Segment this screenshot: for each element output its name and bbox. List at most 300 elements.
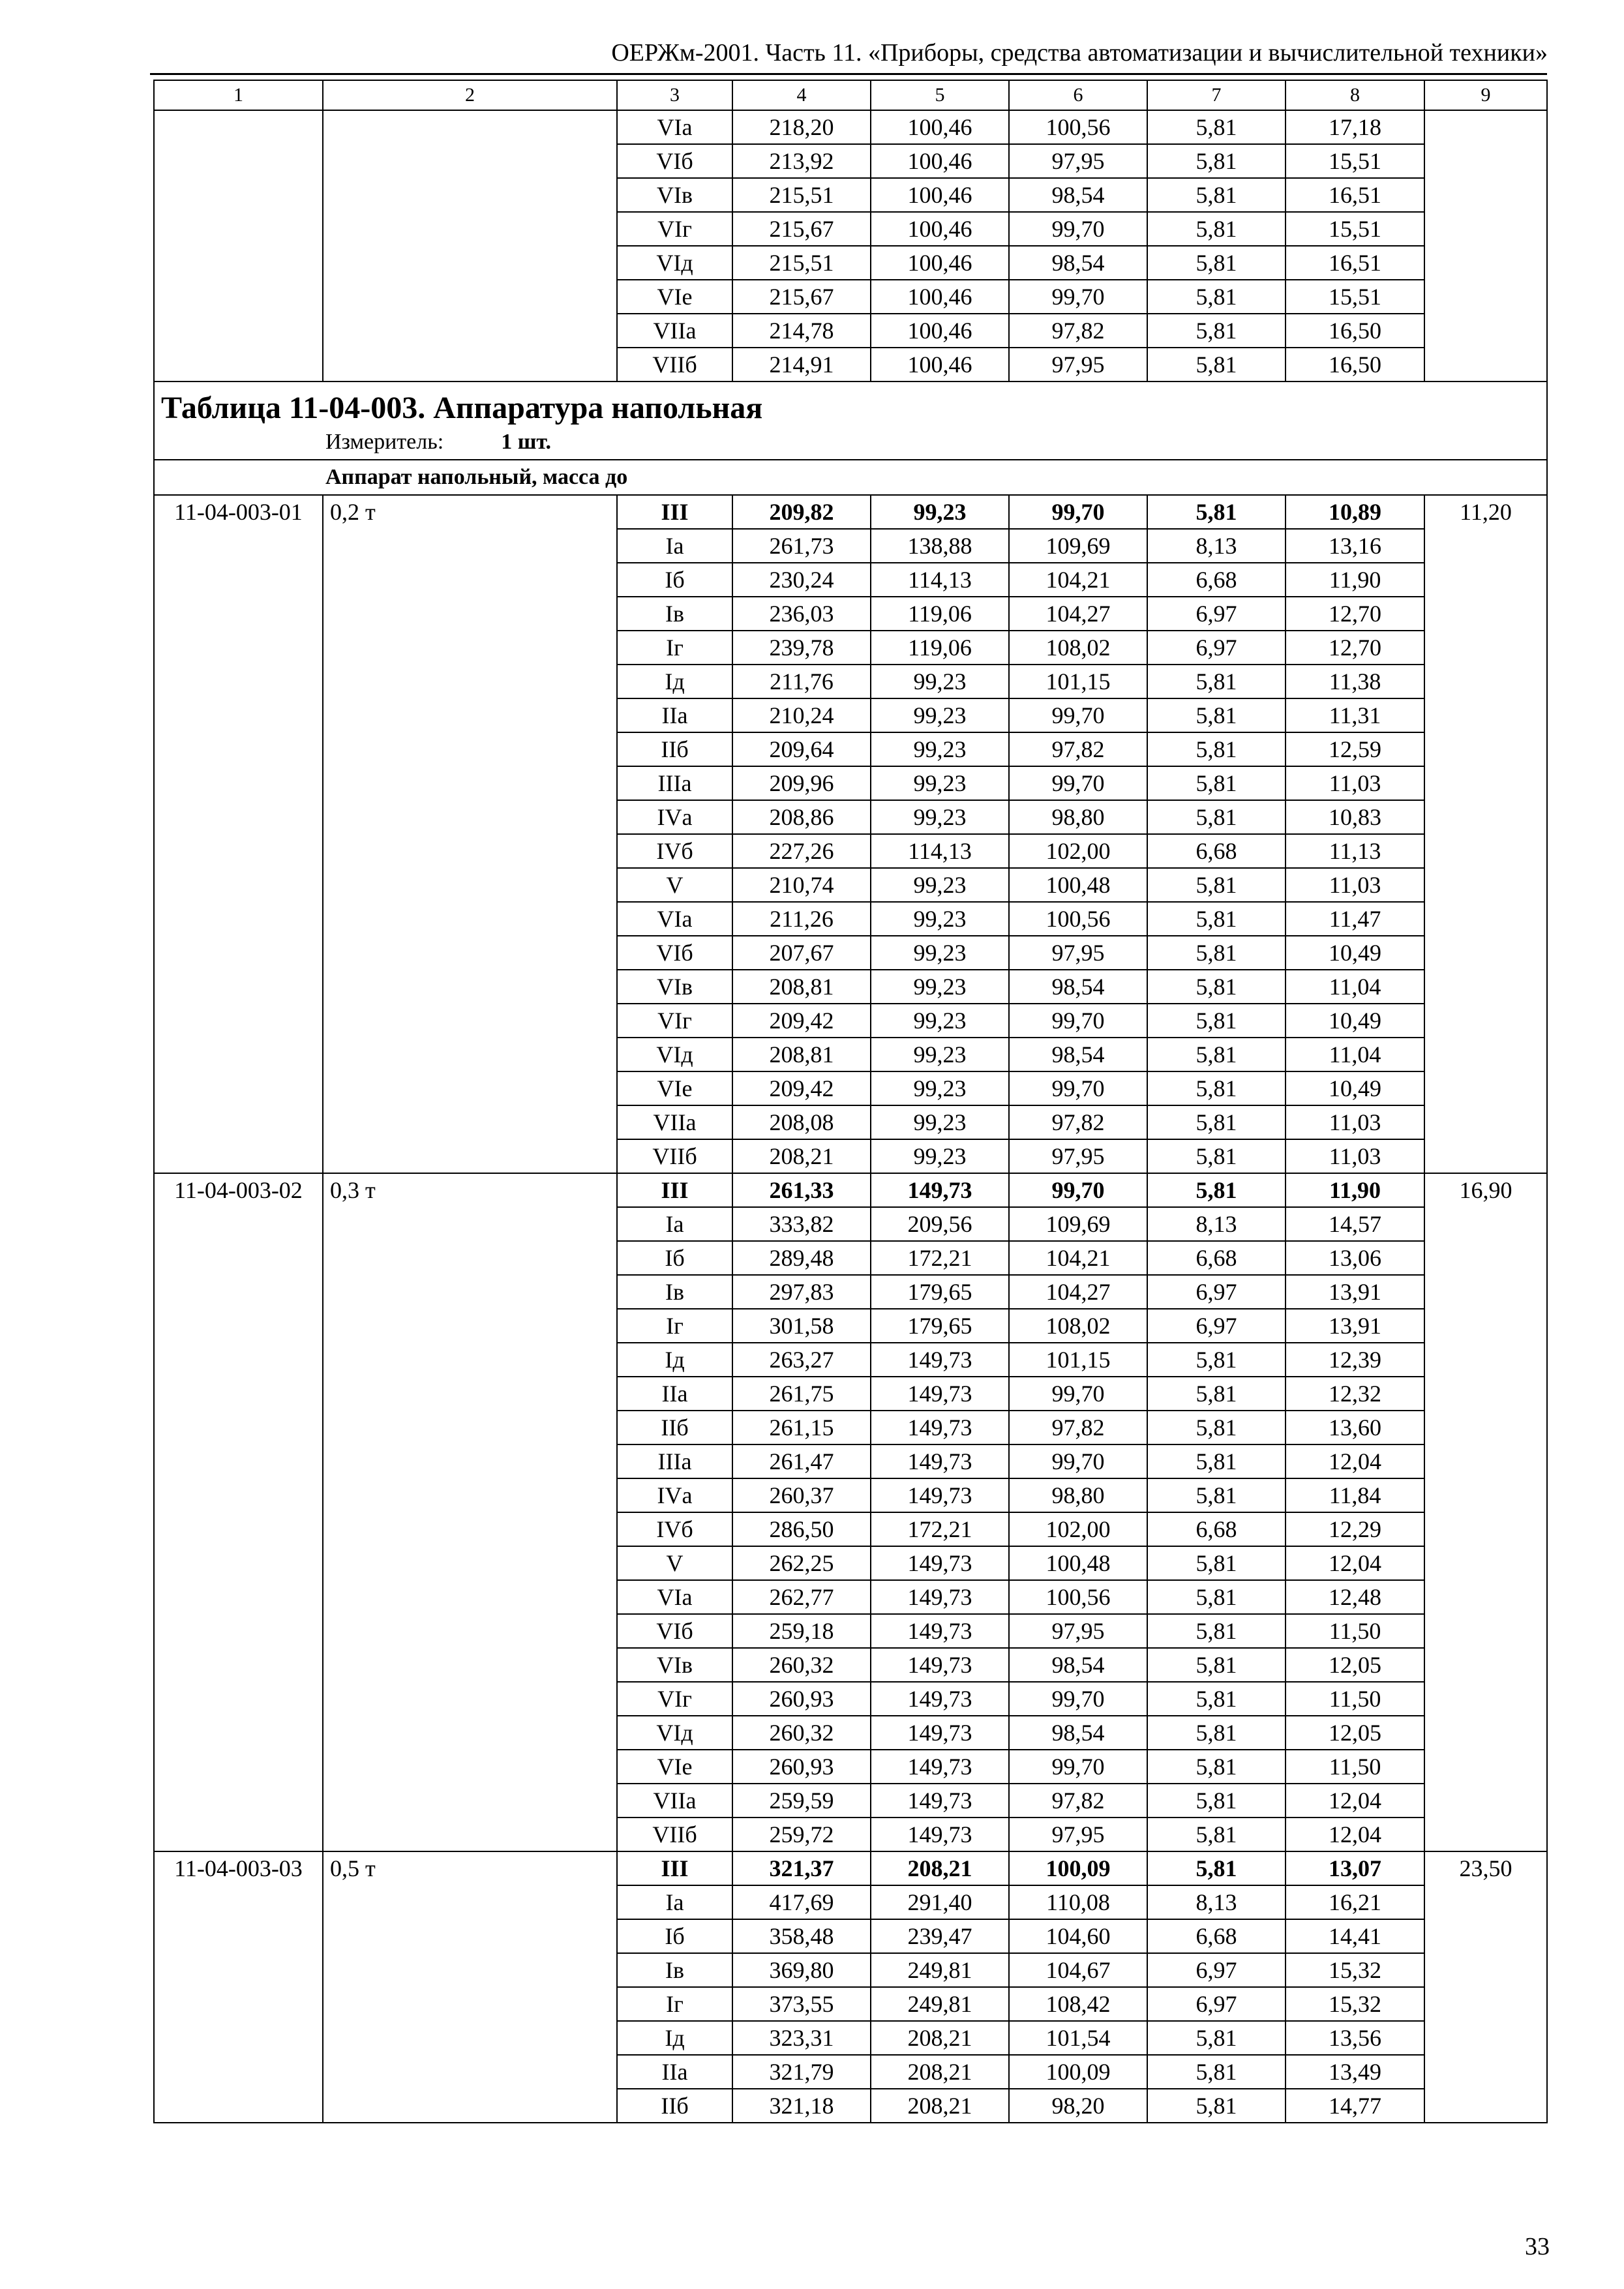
material-cost-cell: 12,04	[1286, 1546, 1424, 1580]
material-cost-cell: 12,05	[1286, 1648, 1424, 1682]
region-code-cell: VIд	[617, 1038, 732, 1071]
table-body	[154, 80, 1547, 2123]
total-cost-cell: 262,77	[732, 1580, 871, 1614]
machine-cost-cell: 97,82	[1009, 1411, 1147, 1444]
material-cost-cell: 15,51	[1286, 212, 1424, 246]
material-cost-cell: 16,21	[1286, 1885, 1424, 1919]
wages-cell: 149,73	[871, 1343, 1009, 1377]
material-cost-cell: 10,49	[1286, 1071, 1424, 1105]
machine-cost-cell: 99,70	[1009, 698, 1147, 732]
region-code-cell: IIIа	[617, 1444, 732, 1478]
region-code-cell: VIг	[617, 1682, 732, 1716]
machine-cost-cell: 98,54	[1009, 970, 1147, 1004]
machine-cost-cell: 100,56	[1009, 1580, 1147, 1614]
total-cost-cell: 208,21	[732, 1139, 871, 1173]
material-cost-cell: 16,50	[1286, 348, 1424, 382]
total-cost-cell: 208,81	[732, 1038, 871, 1071]
wages-cell: 249,81	[871, 1953, 1009, 1987]
wages-cell: 149,73	[871, 1377, 1009, 1411]
material-cost-cell: 15,51	[1286, 144, 1424, 178]
machine-cost-cell: 99,70	[1009, 1004, 1147, 1038]
machine-cost-cell: 104,67	[1009, 1953, 1147, 1987]
material-cost-cell: 10,49	[1286, 1004, 1424, 1038]
machinist-wages-cell: 5,81	[1147, 1716, 1286, 1750]
region-code-cell: V	[617, 868, 732, 902]
machinist-wages-cell: 6,97	[1147, 1275, 1286, 1309]
material-cost-cell: 13,49	[1286, 2055, 1424, 2089]
wages-cell: 119,06	[871, 631, 1009, 665]
wages-cell: 149,73	[871, 1580, 1009, 1614]
wages-cell: 138,88	[871, 529, 1009, 563]
machine-cost-cell: 101,54	[1009, 2021, 1147, 2055]
machine-cost-cell: 98,80	[1009, 800, 1147, 834]
wages-cell: 100,46	[871, 348, 1009, 382]
wages-cell: 99,23	[871, 868, 1009, 902]
wages-cell: 208,21	[871, 1851, 1009, 1885]
wages-cell: 209,56	[871, 1207, 1009, 1241]
region-code-cell: Iа	[617, 1885, 732, 1919]
wages-cell: 249,81	[871, 1987, 1009, 2021]
machine-cost-cell: 109,69	[1009, 529, 1147, 563]
wages-cell: 149,73	[871, 1173, 1009, 1207]
region-code-cell: VIд	[617, 246, 732, 280]
column-number: 6	[1009, 80, 1147, 110]
machinist-wages-cell: 5,81	[1147, 868, 1286, 902]
region-code-cell: IIб	[617, 732, 732, 766]
total-cost-cell: 373,55	[732, 1987, 871, 2021]
material-cost-cell: 13,56	[1286, 2021, 1424, 2055]
material-cost-cell: 12,48	[1286, 1580, 1424, 1614]
wages-cell: 149,73	[871, 1478, 1009, 1512]
machinist-wages-cell: 5,81	[1147, 2055, 1286, 2089]
total-cost-cell: 215,51	[732, 246, 871, 280]
price-cell: 23,50	[1424, 1851, 1547, 2123]
wages-cell: 149,73	[871, 1682, 1009, 1716]
machinist-wages-cell: 5,81	[1147, 732, 1286, 766]
column-number: 5	[871, 80, 1009, 110]
region-code-cell: VIг	[617, 1004, 732, 1038]
wages-cell: 99,23	[871, 1105, 1009, 1139]
material-cost-cell: 12,70	[1286, 597, 1424, 631]
column-number: 9	[1424, 80, 1547, 110]
material-cost-cell: 12,39	[1286, 1343, 1424, 1377]
wages-cell: 172,21	[871, 1241, 1009, 1275]
total-cost-cell: 260,93	[732, 1750, 871, 1784]
total-cost-cell: 214,78	[732, 314, 871, 348]
wages-cell: 100,46	[871, 280, 1009, 314]
machine-cost-cell: 108,02	[1009, 1309, 1147, 1343]
machinist-wages-cell: 6,97	[1147, 1987, 1286, 2021]
machinist-wages-cell: 5,81	[1147, 1818, 1286, 1851]
region-code-cell: IVа	[617, 800, 732, 834]
wages-cell: 99,23	[871, 766, 1009, 800]
material-cost-cell: 12,04	[1286, 1784, 1424, 1818]
table-title: Таблица 11-04-003. Аппаратура напольная	[161, 391, 763, 425]
total-cost-cell: 214,91	[732, 348, 871, 382]
machine-cost-cell: 104,60	[1009, 1919, 1147, 1953]
machinist-wages-cell: 6,68	[1147, 1241, 1286, 1275]
table-title-row	[154, 382, 1547, 460]
machinist-wages-cell: 5,81	[1147, 1004, 1286, 1038]
machine-cost-cell: 98,54	[1009, 1648, 1147, 1682]
material-cost-cell: 15,32	[1286, 1987, 1424, 2021]
total-cost-cell: 260,32	[732, 1716, 871, 1750]
machine-cost-cell: 99,70	[1009, 766, 1147, 800]
material-cost-cell: 14,77	[1286, 2089, 1424, 2123]
wages-cell: 99,23	[871, 800, 1009, 834]
machinist-wages-cell: 5,81	[1147, 1784, 1286, 1818]
machine-cost-cell: 99,70	[1009, 1750, 1147, 1784]
region-code-cell: III	[617, 495, 732, 529]
machinist-wages-cell: 5,81	[1147, 766, 1286, 800]
total-cost-cell: 323,31	[732, 2021, 871, 2055]
wages-cell: 208,21	[871, 2089, 1009, 2123]
region-code-cell: VIг	[617, 212, 732, 246]
wages-cell: 149,73	[871, 1444, 1009, 1478]
wages-cell: 114,13	[871, 563, 1009, 597]
machine-cost-cell: 100,56	[1009, 902, 1147, 936]
total-cost-cell: 215,67	[732, 212, 871, 246]
material-cost-cell: 10,89	[1286, 495, 1424, 529]
wages-cell: 99,23	[871, 495, 1009, 529]
region-code-cell: IVб	[617, 834, 732, 868]
machinist-wages-cell: 5,81	[1147, 1411, 1286, 1444]
machine-cost-cell: 104,21	[1009, 1241, 1147, 1275]
running-header: ОЕРЖм-2001. Часть 11. «Приборы, средства автоматизации и вычислительной техники»	[611, 39, 1548, 67]
machine-cost-cell: 97,82	[1009, 1784, 1147, 1818]
material-cost-cell: 11,03	[1286, 766, 1424, 800]
machine-cost-cell: 97,82	[1009, 732, 1147, 766]
region-code-cell: IVа	[617, 1478, 732, 1512]
machinist-wages-cell: 5,81	[1147, 970, 1286, 1004]
machine-cost-cell: 99,70	[1009, 495, 1147, 529]
region-code-cell: Iг	[617, 1987, 732, 2021]
wages-cell: 99,23	[871, 1038, 1009, 1071]
material-cost-cell: 12,05	[1286, 1716, 1424, 1750]
machine-cost-cell: 97,95	[1009, 936, 1147, 970]
machine-cost-cell: 98,80	[1009, 1478, 1147, 1512]
total-cost-cell: 261,73	[732, 529, 871, 563]
region-code-cell: Iг	[617, 631, 732, 665]
machinist-wages-cell: 5,81	[1147, 698, 1286, 732]
machine-cost-cell: 108,42	[1009, 1987, 1147, 2021]
total-cost-cell: 209,82	[732, 495, 871, 529]
material-cost-cell: 14,57	[1286, 1207, 1424, 1241]
material-cost-cell: 11,84	[1286, 1478, 1424, 1512]
region-code-cell: Iб	[617, 1919, 732, 1953]
wages-cell: 100,46	[871, 110, 1009, 144]
total-cost-cell: 417,69	[732, 1885, 871, 1919]
material-cost-cell: 11,03	[1286, 1105, 1424, 1139]
wages-cell: 100,46	[871, 246, 1009, 280]
machinist-wages-cell: 5,81	[1147, 178, 1286, 212]
region-code-cell: IIб	[617, 1411, 732, 1444]
total-cost-cell: 260,93	[732, 1682, 871, 1716]
total-cost-cell: 208,86	[732, 800, 871, 834]
machinist-wages-cell: 5,81	[1147, 1038, 1286, 1071]
region-code-cell: III	[617, 1173, 732, 1207]
column-number-row	[154, 80, 1547, 110]
machine-cost-cell: 97,95	[1009, 144, 1147, 178]
region-code-cell: VIIа	[617, 1105, 732, 1139]
machine-cost-cell: 102,00	[1009, 1512, 1147, 1546]
name-cell: 0,5 т	[323, 1851, 617, 2123]
machinist-wages-cell: 6,68	[1147, 563, 1286, 597]
column-number: 1	[154, 80, 323, 110]
machinist-wages-cell: 5,81	[1147, 936, 1286, 970]
measure-label: Измеритель:	[325, 430, 444, 454]
subheading-row	[154, 460, 1547, 495]
machine-cost-cell: 97,95	[1009, 1818, 1147, 1851]
region-code-cell: IIа	[617, 1377, 732, 1411]
machinist-wages-cell: 5,81	[1147, 1071, 1286, 1105]
column-number: 8	[1286, 80, 1424, 110]
material-cost-cell: 13,60	[1286, 1411, 1424, 1444]
wages-cell: 149,73	[871, 1411, 1009, 1444]
wages-cell: 99,23	[871, 1139, 1009, 1173]
total-cost-cell: 261,33	[732, 1173, 871, 1207]
region-code-cell: VIе	[617, 280, 732, 314]
table-title-cell	[154, 382, 1547, 460]
wages-cell: 149,73	[871, 1750, 1009, 1784]
machinist-wages-cell: 5,81	[1147, 1139, 1286, 1173]
region-code-cell: Iг	[617, 1309, 732, 1343]
wages-cell: 99,23	[871, 936, 1009, 970]
machinist-wages-cell: 5,81	[1147, 110, 1286, 144]
machine-cost-cell: 101,15	[1009, 665, 1147, 698]
total-cost-cell: 209,42	[732, 1071, 871, 1105]
price-cell	[1424, 110, 1547, 382]
wages-cell: 99,23	[871, 902, 1009, 936]
region-code-cell: VIIб	[617, 1139, 732, 1173]
total-cost-cell: 208,81	[732, 970, 871, 1004]
region-code-cell: VIв	[617, 178, 732, 212]
subheading: Аппарат напольный, масса до	[154, 460, 1547, 495]
material-cost-cell: 11,90	[1286, 563, 1424, 597]
wages-cell: 149,73	[871, 1784, 1009, 1818]
machinist-wages-cell: 5,81	[1147, 2021, 1286, 2055]
material-cost-cell: 12,29	[1286, 1512, 1424, 1546]
total-cost-cell: 262,25	[732, 1546, 871, 1580]
total-cost-cell: 321,18	[732, 2089, 871, 2123]
code-cell	[154, 110, 323, 382]
total-cost-cell: 230,24	[732, 563, 871, 597]
wages-cell: 114,13	[871, 834, 1009, 868]
wages-cell: 99,23	[871, 665, 1009, 698]
wages-cell: 100,46	[871, 212, 1009, 246]
wages-cell: 99,23	[871, 698, 1009, 732]
material-cost-cell: 12,04	[1286, 1818, 1424, 1851]
material-cost-cell: 12,70	[1286, 631, 1424, 665]
region-code-cell: Iв	[617, 1953, 732, 1987]
total-cost-cell: 333,82	[732, 1207, 871, 1241]
region-code-cell: Iб	[617, 1241, 732, 1275]
total-cost-cell: 259,72	[732, 1818, 871, 1851]
total-cost-cell: 260,32	[732, 1648, 871, 1682]
total-cost-cell: 289,48	[732, 1241, 871, 1275]
machine-cost-cell: 104,21	[1009, 563, 1147, 597]
machine-cost-cell: 99,70	[1009, 1444, 1147, 1478]
machine-cost-cell: 100,09	[1009, 2055, 1147, 2089]
price-cell: 16,90	[1424, 1173, 1547, 1851]
region-code-cell: VIб	[617, 1614, 732, 1648]
region-code-cell: VIв	[617, 970, 732, 1004]
code-cell: 11-04-003-03	[154, 1851, 323, 2123]
material-cost-cell: 10,83	[1286, 800, 1424, 834]
material-cost-cell: 10,49	[1286, 936, 1424, 970]
region-code-cell: IIа	[617, 2055, 732, 2089]
measure-value: 1 шт.	[501, 430, 552, 454]
machinist-wages-cell: 5,81	[1147, 212, 1286, 246]
name-cell	[323, 110, 617, 382]
material-cost-cell: 16,50	[1286, 314, 1424, 348]
machinist-wages-cell: 5,81	[1147, 800, 1286, 834]
total-cost-cell: 208,08	[732, 1105, 871, 1139]
machine-cost-cell: 98,54	[1009, 246, 1147, 280]
machinist-wages-cell: 5,81	[1147, 314, 1286, 348]
total-cost-cell: 358,48	[732, 1919, 871, 1953]
machinist-wages-cell: 6,68	[1147, 834, 1286, 868]
material-cost-cell: 11,90	[1286, 1173, 1424, 1207]
region-code-cell: VIIа	[617, 314, 732, 348]
total-cost-cell: 260,37	[732, 1478, 871, 1512]
region-code-cell: VIа	[617, 1580, 732, 1614]
material-cost-cell: 11,04	[1286, 970, 1424, 1004]
machinist-wages-cell: 5,81	[1147, 2089, 1286, 2123]
material-cost-cell: 13,91	[1286, 1275, 1424, 1309]
machine-cost-cell: 98,20	[1009, 2089, 1147, 2123]
machine-cost-cell: 98,54	[1009, 1038, 1147, 1071]
material-cost-cell: 11,50	[1286, 1682, 1424, 1716]
machine-cost-cell: 100,56	[1009, 110, 1147, 144]
machine-cost-cell: 99,70	[1009, 1173, 1147, 1207]
machinist-wages-cell: 5,81	[1147, 1377, 1286, 1411]
total-cost-cell: 261,75	[732, 1377, 871, 1411]
region-code-cell: Iа	[617, 1207, 732, 1241]
total-cost-cell: 261,15	[732, 1411, 871, 1444]
machine-cost-cell: 108,02	[1009, 631, 1147, 665]
machinist-wages-cell: 5,81	[1147, 246, 1286, 280]
region-code-cell: V	[617, 1546, 732, 1580]
region-code-cell: III	[617, 1851, 732, 1885]
region-code-cell: Iб	[617, 563, 732, 597]
total-cost-cell: 369,80	[732, 1953, 871, 1987]
machinist-wages-cell: 5,81	[1147, 1105, 1286, 1139]
region-code-cell: Iд	[617, 2021, 732, 2055]
material-cost-cell: 12,04	[1286, 1444, 1424, 1478]
wages-cell: 208,21	[871, 2021, 1009, 2055]
material-cost-cell: 11,13	[1286, 834, 1424, 868]
machinist-wages-cell: 5,81	[1147, 1343, 1286, 1377]
material-cost-cell: 15,51	[1286, 280, 1424, 314]
total-cost-cell: 297,83	[732, 1275, 871, 1309]
total-cost-cell: 261,47	[732, 1444, 871, 1478]
material-cost-cell: 17,18	[1286, 110, 1424, 144]
material-cost-cell: 11,03	[1286, 1139, 1424, 1173]
machine-cost-cell: 97,82	[1009, 314, 1147, 348]
material-cost-cell: 13,06	[1286, 1241, 1424, 1275]
total-cost-cell: 210,24	[732, 698, 871, 732]
machinist-wages-cell: 5,81	[1147, 1478, 1286, 1512]
machine-cost-cell: 99,70	[1009, 280, 1147, 314]
machine-cost-cell: 99,70	[1009, 1071, 1147, 1105]
machinist-wages-cell: 8,13	[1147, 1885, 1286, 1919]
material-cost-cell: 13,07	[1286, 1851, 1424, 1885]
region-code-cell: VIIа	[617, 1784, 732, 1818]
machine-cost-cell: 104,27	[1009, 597, 1147, 631]
wages-cell: 239,47	[871, 1919, 1009, 1953]
machinist-wages-cell: 5,81	[1147, 280, 1286, 314]
wages-cell: 149,73	[871, 1818, 1009, 1851]
price-cell: 11,20	[1424, 495, 1547, 1173]
machine-cost-cell: 100,48	[1009, 1546, 1147, 1580]
wages-cell: 149,73	[871, 1648, 1009, 1682]
region-code-cell: Iв	[617, 1275, 732, 1309]
total-cost-cell: 209,96	[732, 766, 871, 800]
wages-cell: 149,73	[871, 1614, 1009, 1648]
wages-cell: 208,21	[871, 2055, 1009, 2089]
machinist-wages-cell: 8,13	[1147, 529, 1286, 563]
wages-cell: 179,65	[871, 1309, 1009, 1343]
machine-cost-cell: 98,54	[1009, 1716, 1147, 1750]
total-cost-cell: 209,64	[732, 732, 871, 766]
measure-line	[155, 428, 1546, 456]
region-code-cell: VIIб	[617, 348, 732, 382]
machinist-wages-cell: 5,81	[1147, 902, 1286, 936]
total-cost-cell: 286,50	[732, 1512, 871, 1546]
machine-cost-cell: 97,95	[1009, 1139, 1147, 1173]
machinist-wages-cell: 5,81	[1147, 144, 1286, 178]
material-cost-cell: 16,51	[1286, 246, 1424, 280]
machinist-wages-cell: 5,81	[1147, 1546, 1286, 1580]
machinist-wages-cell: 6,97	[1147, 631, 1286, 665]
wages-cell: 100,46	[871, 314, 1009, 348]
column-number: 3	[617, 80, 732, 110]
total-cost-cell: 236,03	[732, 597, 871, 631]
machine-cost-cell: 109,69	[1009, 1207, 1147, 1241]
machinist-wages-cell: 5,81	[1147, 1173, 1286, 1207]
machine-cost-cell: 99,70	[1009, 212, 1147, 246]
region-code-cell: IIб	[617, 2089, 732, 2123]
wages-cell: 99,23	[871, 970, 1009, 1004]
material-cost-cell: 11,04	[1286, 1038, 1424, 1071]
region-code-cell: VIб	[617, 144, 732, 178]
code-cell: 11-04-003-01	[154, 495, 323, 1173]
region-code-cell: Iд	[617, 1343, 732, 1377]
total-cost-cell: 321,37	[732, 1851, 871, 1885]
machinist-wages-cell: 5,81	[1147, 1682, 1286, 1716]
machinist-wages-cell: 6,97	[1147, 597, 1286, 631]
header-rule	[150, 73, 1547, 75]
total-cost-cell: 259,18	[732, 1614, 871, 1648]
wages-cell: 291,40	[871, 1885, 1009, 1919]
total-cost-cell: 239,78	[732, 631, 871, 665]
total-cost-cell: 210,74	[732, 868, 871, 902]
region-code-cell: Iа	[617, 529, 732, 563]
total-cost-cell: 207,67	[732, 936, 871, 970]
total-cost-cell: 218,20	[732, 110, 871, 144]
material-cost-cell: 15,32	[1286, 1953, 1424, 1987]
total-cost-cell: 213,92	[732, 144, 871, 178]
column-number: 2	[323, 80, 617, 110]
code-cell: 11-04-003-02	[154, 1173, 323, 1851]
wages-cell: 172,21	[871, 1512, 1009, 1546]
machine-cost-cell: 101,15	[1009, 1343, 1147, 1377]
material-cost-cell: 11,31	[1286, 698, 1424, 732]
machinist-wages-cell: 6,97	[1147, 1953, 1286, 1987]
region-code-cell: IIIа	[617, 766, 732, 800]
material-cost-cell: 11,38	[1286, 665, 1424, 698]
